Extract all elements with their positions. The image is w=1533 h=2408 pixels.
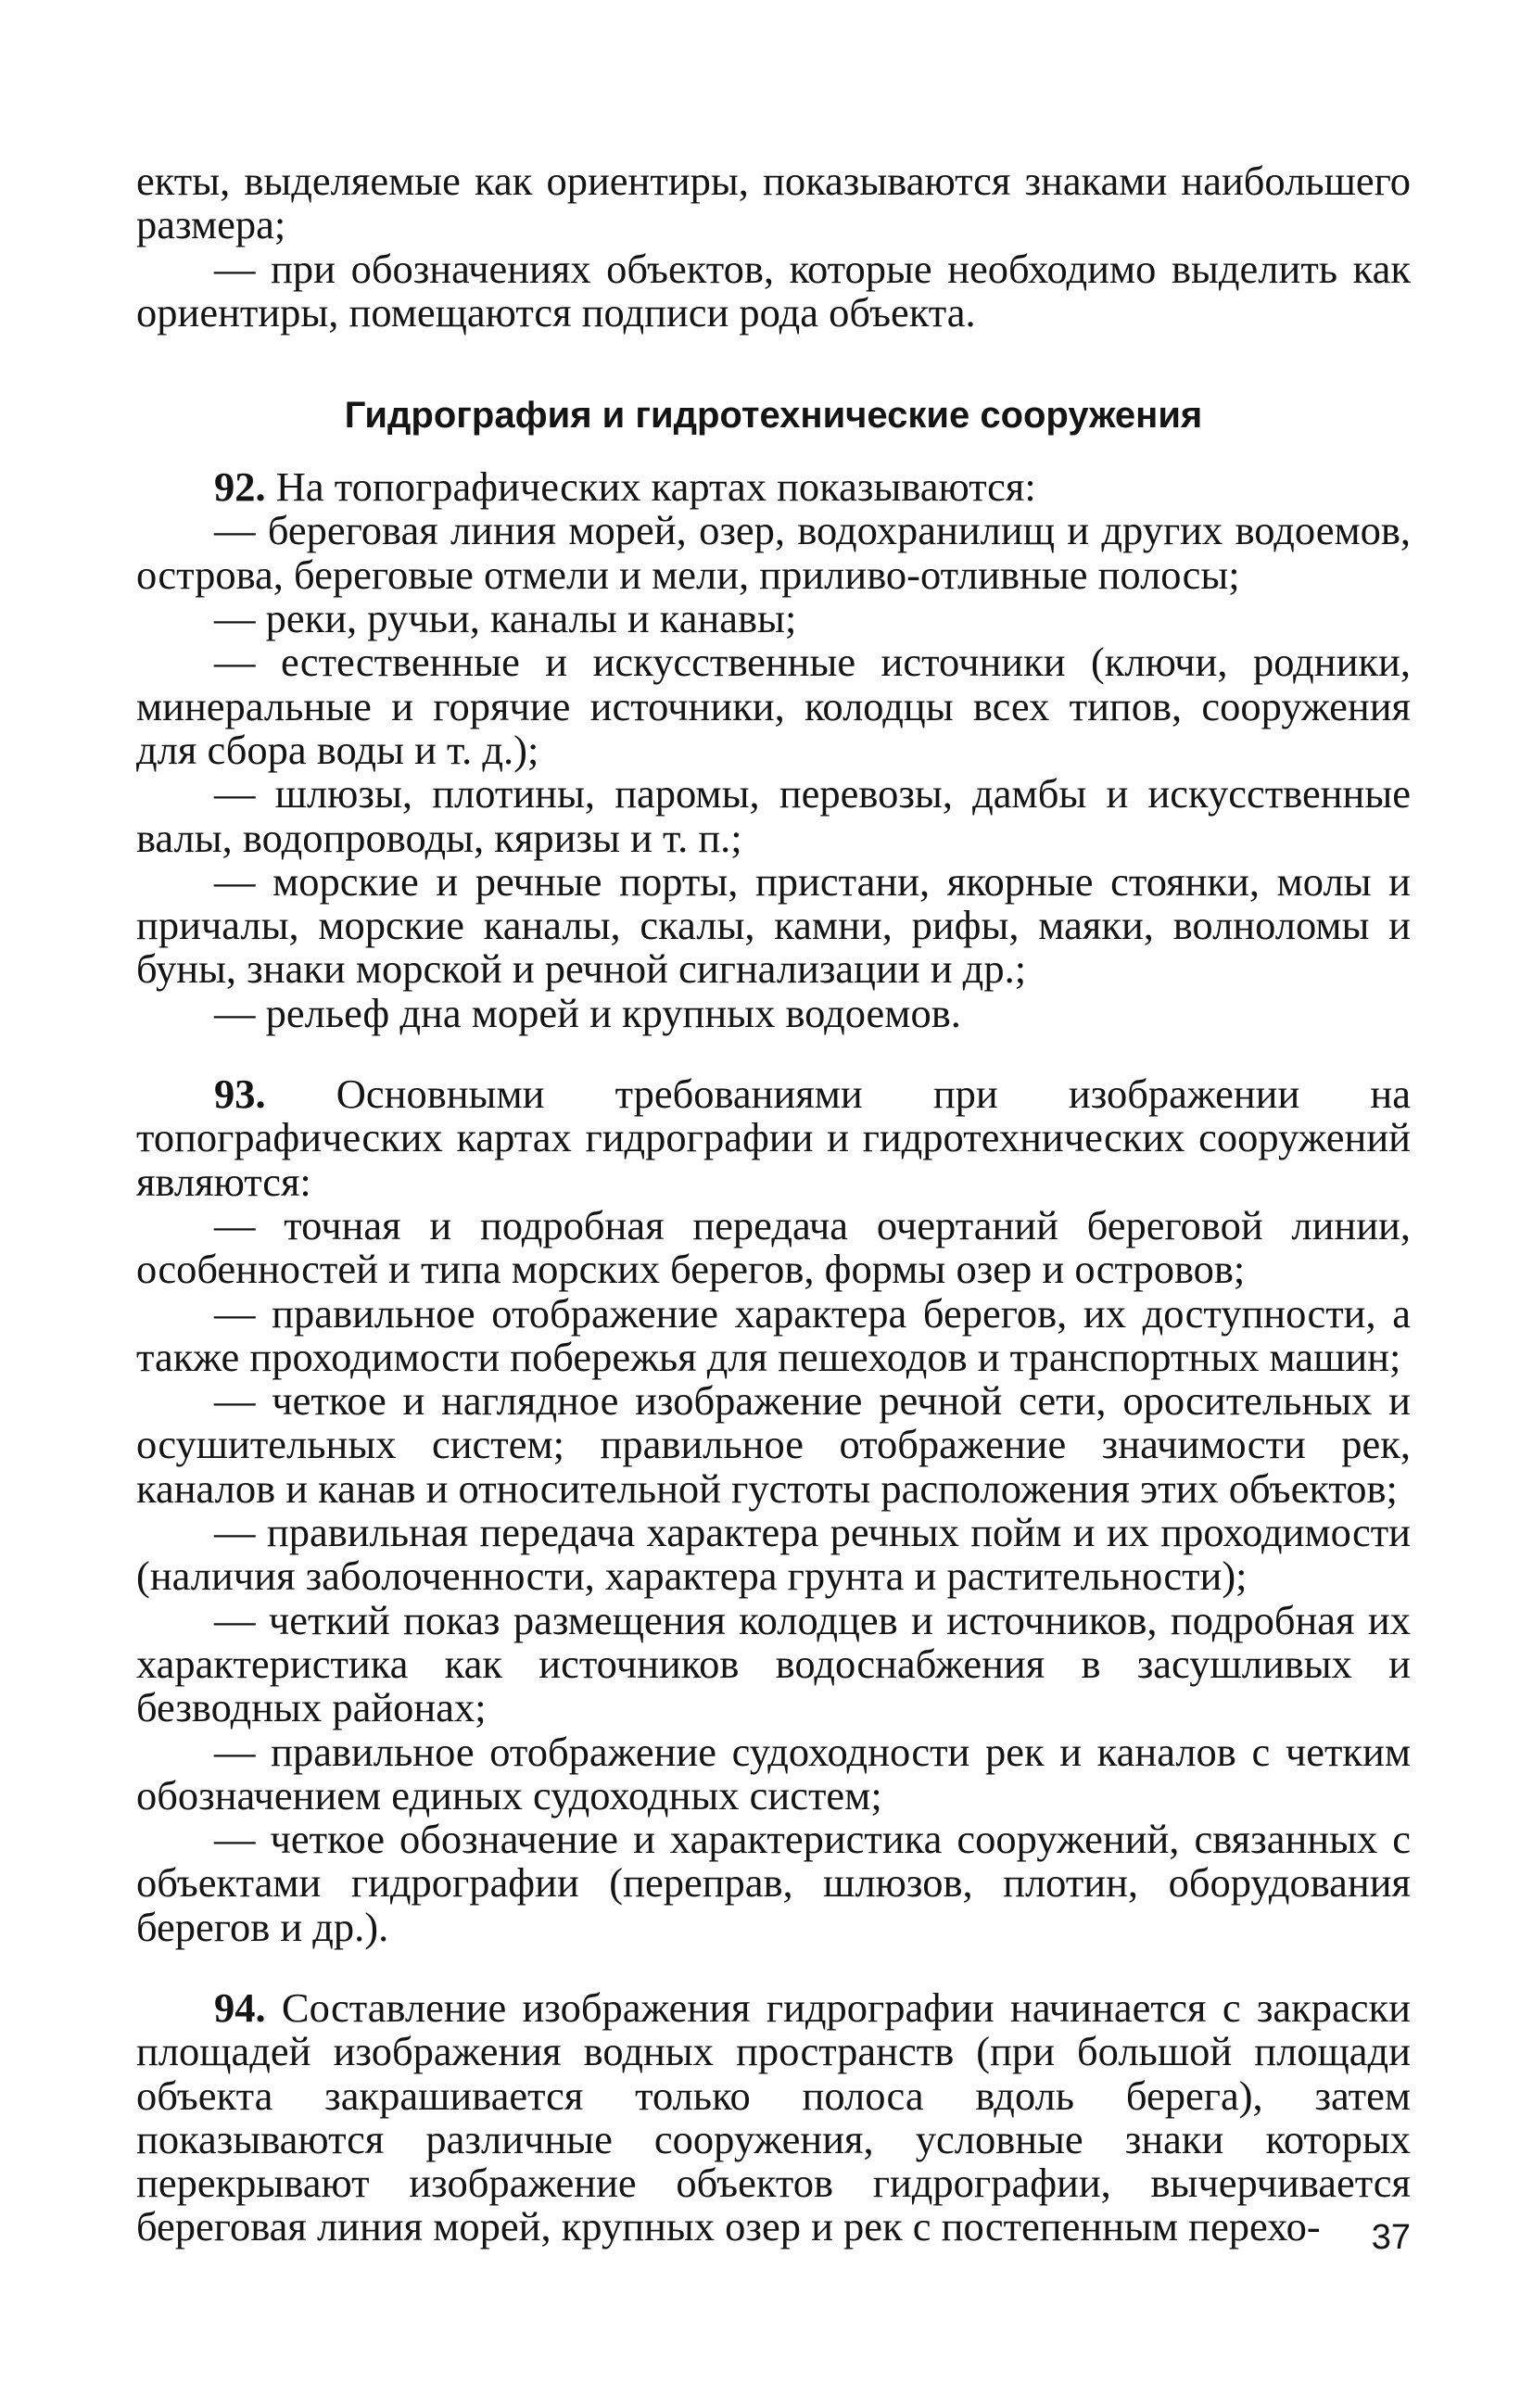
list-item: — береговая линия морей, озер, водохранилищ и других водоемов, острова, береговые отмели и мели, приливо-отливные полосы; — [136, 507, 1411, 598]
clause-lead-text: На топографических картах показываются: — [265, 463, 1036, 511]
list-item: — рельеф дна морей и крупных водоемов. — [214, 989, 961, 1036]
list-item: — правильная передача характера речных пойм и их проходимости (наличия заболоченности, характера грунта и растительности); — [136, 1509, 1411, 1600]
clause-number: 92. — [214, 463, 266, 511]
clause-number: 94. — [214, 1983, 266, 2031]
section-heading: Гидрография и гидротехнические сооружения — [344, 395, 1203, 437]
clause-number: 93. — [214, 1071, 266, 1118]
clause-93-lead — [136, 1072, 1411, 1204]
clause-lead-text: Основными требованиями при изображении на топографических картах гидрографии и гидротехнических сооружений являются: — [136, 1071, 1411, 1205]
list-item: — точная и подробная передача очертаний береговой линии, особенностей и типа морских берегов, формы озер и островов; — [136, 1201, 1411, 1293]
clause-94-paragraph — [136, 1983, 1411, 2250]
page-number: 37 — [1371, 2218, 1411, 2257]
list-item: — четкий показ размещения колодцев и источников, подробная их характеристика как источников водоснабжения в засушливых и безводных районах; — [136, 1596, 1411, 1731]
intro-paragraph: екты, выделяемые как ориентиры, показываются знаками наибольшего размера; — [136, 158, 1411, 248]
list-item: — правильное отображение характера берегов, их доступности, а также проходимости побережья для пешеходов и транспортных машин; — [136, 1289, 1411, 1380]
clause-text: Составление изображения гидрографии начинается с закраски площадей изображения водных пространств (при большой площади объекта закрашивается только полоса вдоль берега), затем показываются различные сооружения, условные знаки которых перекрывают изображение объектов гидрографии, вычерчивается береговая линия морей, крупных озер и рек с постепенным перехо- — [136, 1983, 1411, 2250]
list-item: — четкое обозначение и характеристика сооружений, связанных с объектами гидрографии (переправ, шлюзов, плотин, оборудования берегов и др.). — [136, 1816, 1411, 1950]
list-item: — реки, ручьи, каналы и канавы; — [214, 595, 797, 642]
list-item: — четкое и наглядное изображение речной сети, оросительных и осушительных систем; правильное отображение значимости рек, каналов и канав и относительной густоты расположения этих объектов; — [136, 1377, 1411, 1512]
clause-92-lead — [136, 465, 1411, 509]
list-item: — правильное отображение судоходности рек и каналов с четким обозначением единых судоходных систем; — [136, 1728, 1411, 1819]
list-item: — морские и речные порты, пристани, якорные стоянки, молы и причалы, морские каналы, скалы, камни, рифы, маяки, волноломы и буны, знаки морской и речной сигнализации и др.; — [136, 857, 1411, 993]
list-item: — шлюзы, плотины, паромы, перевозы, дамбы и искусственные валы, водопроводы, кяризы и т. п.; — [136, 770, 1411, 861]
page-body — [136, 159, 1411, 2250]
intro-paragraph: — при обозначениях объектов, которые необходимо выделить как ориентиры, помещаются подписи рода объекта. — [136, 245, 1411, 336]
list-item: — естественные и искусственные источники (ключи, родники, минеральные и горячие источники, колодцы всех типов, сооружения для сбора воды и т. д.); — [136, 639, 1411, 773]
